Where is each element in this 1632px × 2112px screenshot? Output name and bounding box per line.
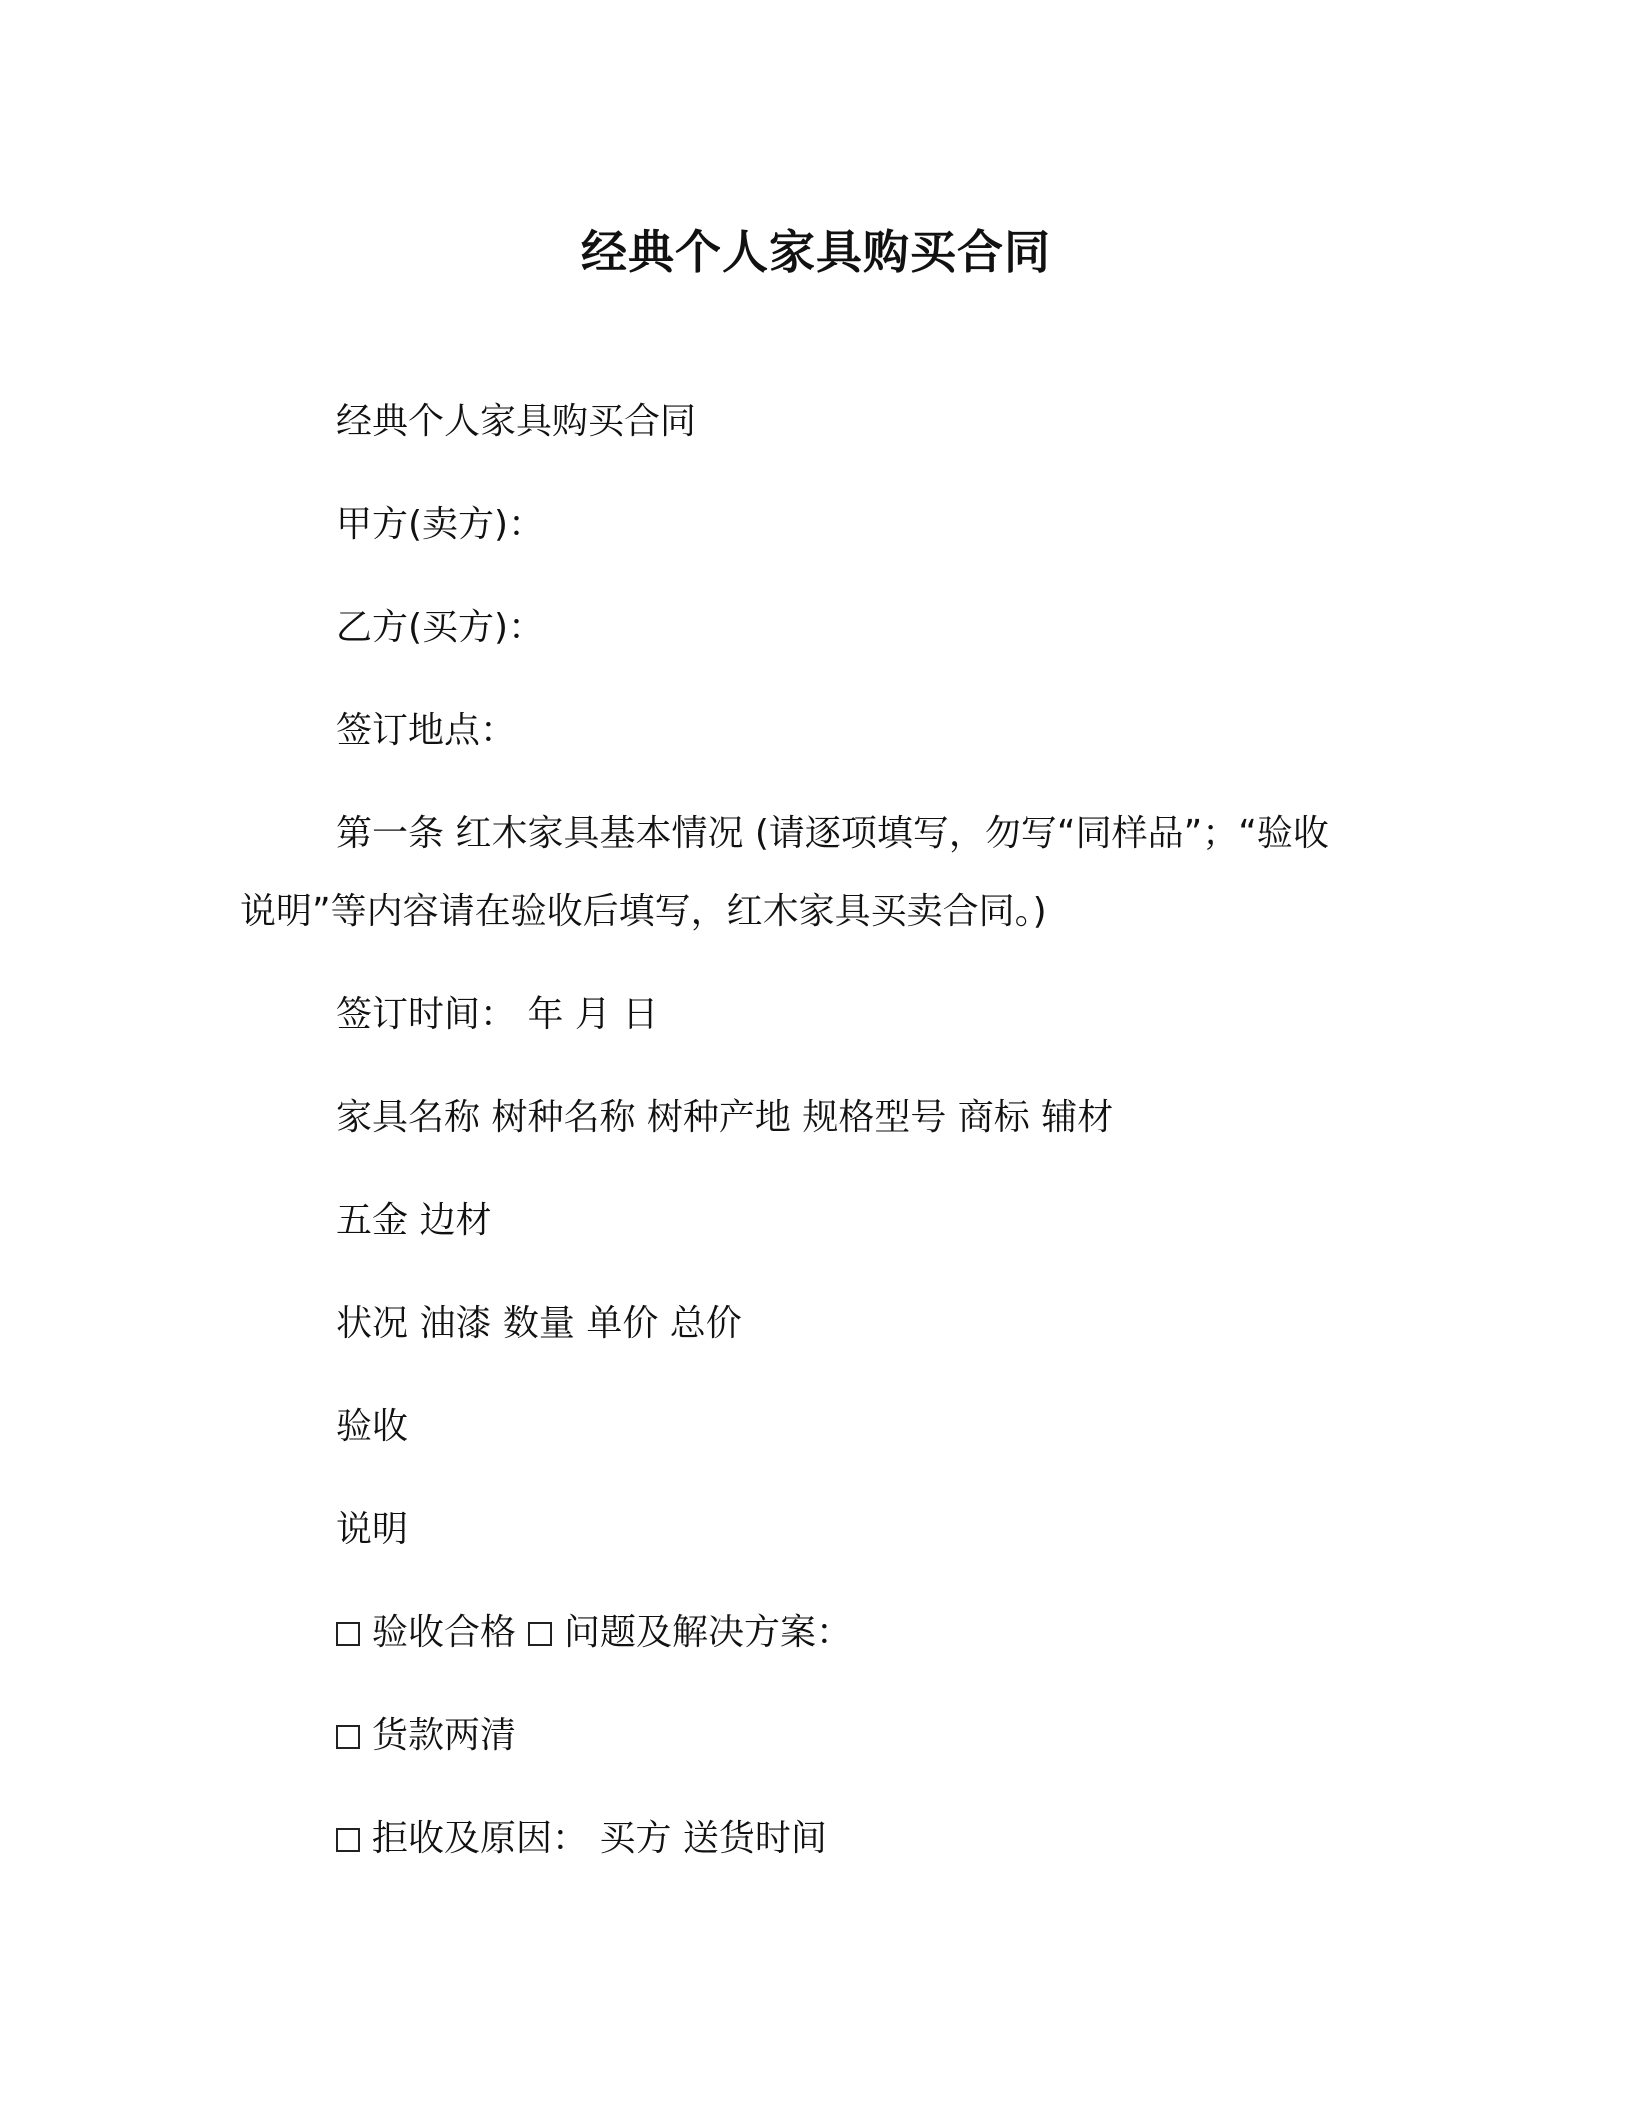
article-one-continued-line: 说明”等内容请在验收后填写，红木家具买卖合同。) — [240, 891, 1047, 932]
reject-checkbox[interactable] — [336, 1828, 360, 1852]
reject-label: 拒收及原因： 买方 送货时间 — [372, 1818, 827, 1859]
payment-option-line — [336, 1712, 516, 1760]
furniture-fields-line: 家具名称 树种名称 树种产地 规格型号 商标 辅材 — [336, 1097, 1114, 1138]
accept-ok-label: 验收合格 — [372, 1612, 517, 1653]
subtitle-line: 经典个人家具购买合同 — [336, 401, 697, 442]
reject-option-line — [336, 1815, 827, 1863]
party-a-line: 甲方(卖方)： — [336, 504, 545, 545]
payment-settled-checkbox[interactable] — [336, 1725, 360, 1749]
acceptance-options-line — [336, 1609, 852, 1657]
issues-label: 问题及解决方案： — [564, 1612, 853, 1653]
accept-ok-checkbox[interactable] — [336, 1622, 360, 1646]
explanation-line: 说明 — [336, 1509, 409, 1550]
issues-checkbox[interactable] — [528, 1622, 552, 1646]
signing-place-line: 签订地点： — [336, 710, 517, 751]
signing-date-line: 签订时间： 年 月 日 — [336, 994, 659, 1035]
payment-settled-label: 货款两清 — [372, 1715, 517, 1756]
hardware-edge-line: 五金 边材 — [336, 1200, 492, 1241]
condition-price-line: 状况 油漆 数量 单价 总价 — [336, 1303, 742, 1344]
acceptance-line: 验收 — [336, 1406, 409, 1447]
document-title: 经典个人家具购买合同 — [581, 225, 1051, 279]
article-one-line: 第一条 红木家具基本情况 (请逐项填写，勿写“同样品”；“验收 — [336, 813, 1329, 854]
party-b-line: 乙方(买方)： — [336, 607, 545, 648]
